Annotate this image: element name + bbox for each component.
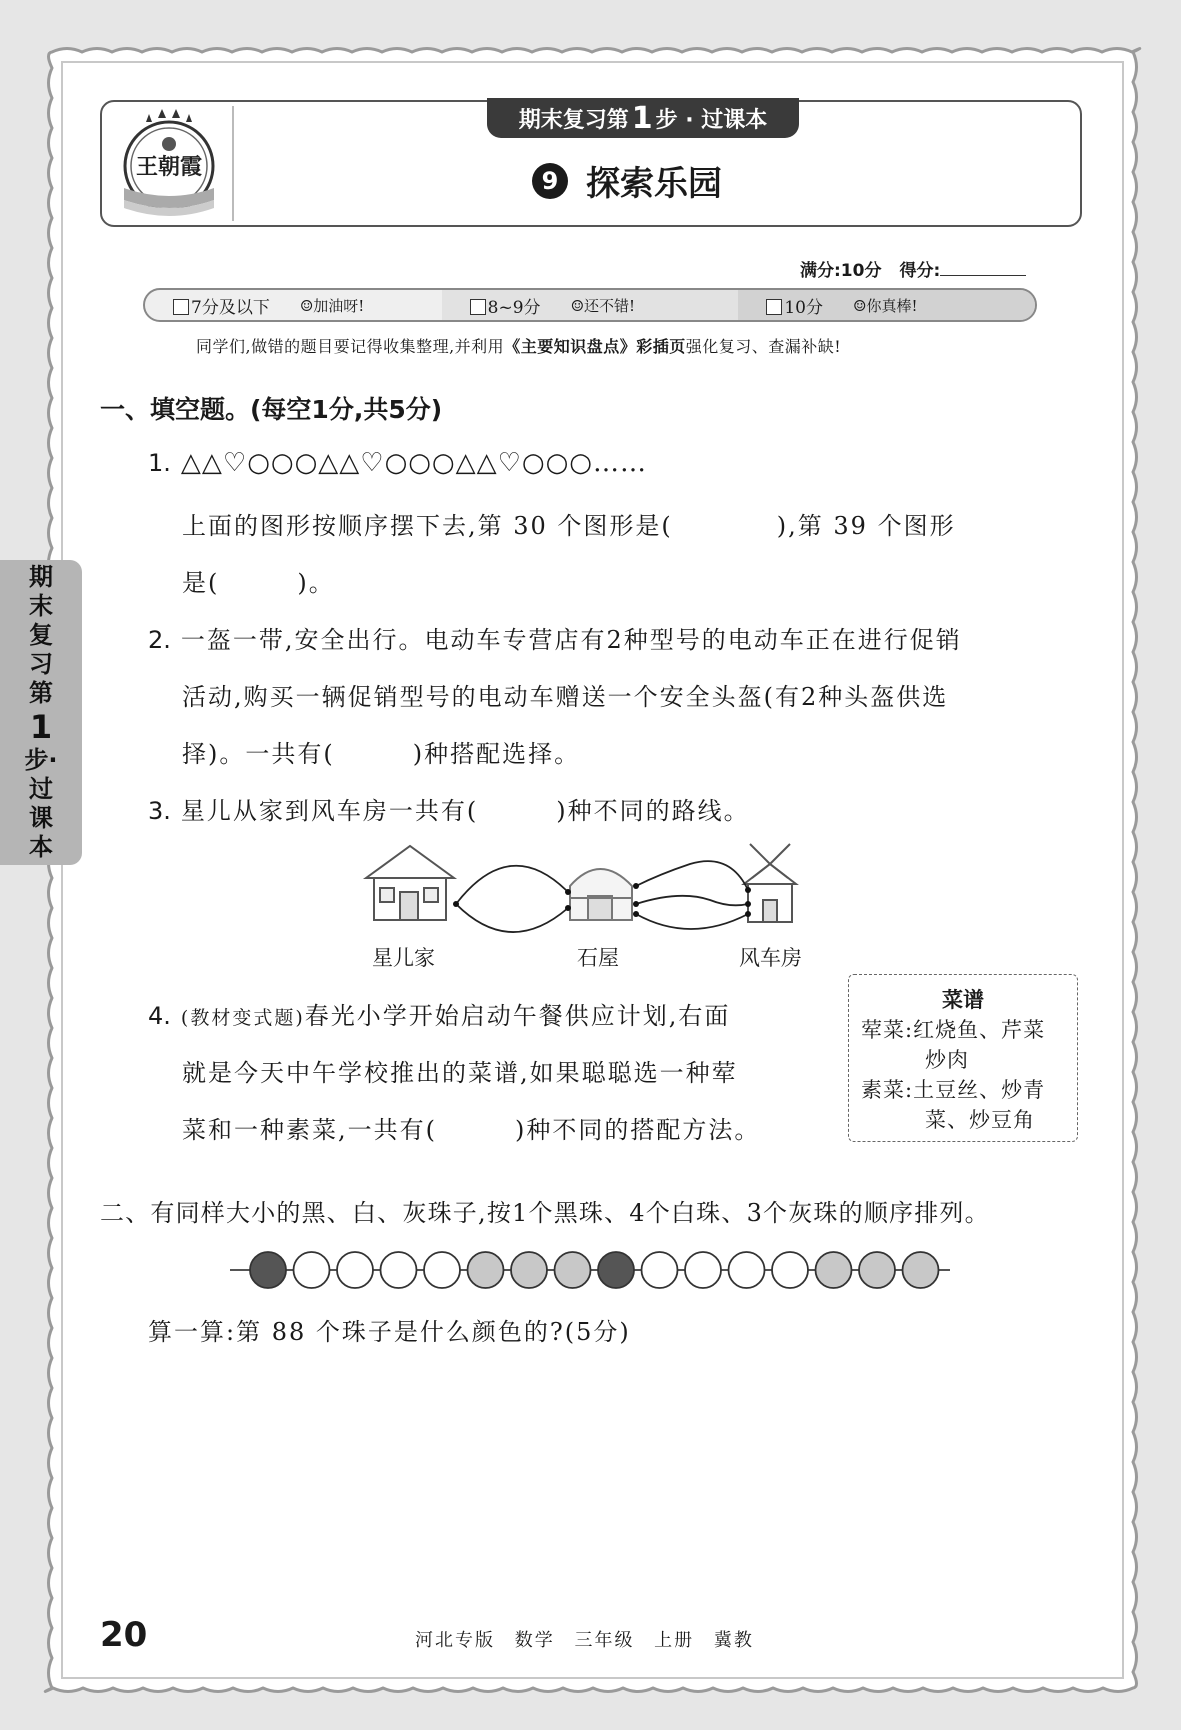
bead-white bbox=[424, 1252, 460, 1288]
bead-white bbox=[685, 1252, 721, 1288]
brand-logo bbox=[116, 108, 222, 220]
rating-high-label: 10分 bbox=[784, 297, 823, 318]
q4-line1: 4. (教材变式题)春光小学开始启动午餐供应计划,右面 bbox=[148, 1002, 731, 1030]
lesson-number-badge: 9 bbox=[532, 163, 568, 199]
score-blank[interactable] bbox=[940, 256, 1026, 276]
bead-white bbox=[729, 1252, 765, 1288]
q1-shapes: 1. △△♡○○○△△♡○○○△△♡○○○…… bbox=[148, 448, 647, 478]
bead-white bbox=[642, 1252, 678, 1288]
rating-low bbox=[145, 290, 442, 320]
rating-mid-checkbox[interactable] bbox=[470, 299, 486, 315]
got-score: 得分: bbox=[899, 256, 1026, 281]
step-number: 1 bbox=[631, 100, 653, 136]
rating-low-face: 加油呀! bbox=[313, 296, 365, 315]
q4-line3: 菜和一种素菜,一共有( )种不同的搭配方法。 bbox=[182, 1116, 761, 1144]
logo-divider bbox=[232, 106, 234, 221]
lesson-header bbox=[100, 100, 1082, 227]
q3-line1: 3. 星儿从家到风车房一共有( )种不同的路线。 bbox=[148, 797, 750, 825]
q1-line2: 是( )。 bbox=[182, 569, 335, 597]
q2-line2: 活动,购买一辆促销型号的电动车赠送一个安全头盔(有2种头盔供选 bbox=[182, 683, 949, 711]
rating-low-checkbox[interactable] bbox=[173, 299, 189, 315]
bead-white bbox=[337, 1252, 373, 1288]
step-prefix: 期末复习第 bbox=[518, 107, 629, 133]
menu-meat: 荤菜:红烧鱼、芹菜 bbox=[861, 1018, 1046, 1042]
windmill-icon bbox=[744, 844, 796, 922]
smile-icon: ☺ bbox=[852, 296, 867, 315]
rating-high bbox=[738, 290, 1035, 320]
bead-gray bbox=[555, 1252, 591, 1288]
rating-mid bbox=[442, 290, 739, 320]
q4-tag: (教材变式题) bbox=[180, 1007, 305, 1029]
bead-gray bbox=[511, 1252, 547, 1288]
rating-high-face: 你真棒! bbox=[866, 296, 918, 315]
rating-high-checkbox[interactable] bbox=[766, 299, 782, 315]
bead-white bbox=[294, 1252, 330, 1288]
q1-line1: 上面的图形按顺序摆下去,第 30 个图形是( ),第 39 个图形 bbox=[182, 512, 956, 540]
section-2-heading: 二、有同样大小的黑、白、灰珠子,按1个黑珠、4个白珠、3个灰珠的顺序排列。 bbox=[100, 1199, 990, 1227]
home-icon bbox=[366, 846, 454, 920]
bead-black bbox=[598, 1252, 634, 1288]
bead-gray bbox=[859, 1252, 895, 1288]
rating-mid-label: 8~9分 bbox=[487, 297, 541, 318]
shape-sequence: △△♡○○○△△♡○○○△△♡○○○…… bbox=[180, 448, 647, 478]
section-2-question: 算一算:第 88 个珠子是什么颜色的?(5分) bbox=[148, 1318, 631, 1346]
bead-black bbox=[250, 1252, 286, 1288]
reminder-book: 《主要知识盘点》彩插页 bbox=[504, 337, 686, 356]
smile-icon: ☺ bbox=[570, 296, 585, 315]
reminder-note: 同学们,做错的题目要记得收集整理,并利用《主要知识盘点》彩插页强化复习、查漏补缺! bbox=[196, 337, 842, 356]
bead-gray bbox=[468, 1252, 504, 1288]
q4-line2: 就是今天中午学校推出的菜谱,如果聪聪选一种荤 bbox=[182, 1059, 738, 1087]
stone-house-icon bbox=[570, 869, 632, 920]
bead-white bbox=[381, 1252, 417, 1288]
bead-row bbox=[230, 1245, 950, 1295]
page-number: 20 bbox=[100, 1615, 148, 1655]
step-tab bbox=[487, 98, 799, 138]
lesson-title-text: 探索乐园 bbox=[586, 164, 722, 204]
rating-low-label: 7分及以下 bbox=[191, 297, 270, 318]
menu-box bbox=[848, 974, 1078, 1142]
rating-bar bbox=[143, 288, 1037, 322]
lesson-title bbox=[532, 156, 722, 205]
step-suffix: 步 · 过课本 bbox=[655, 107, 768, 133]
smile-icon: ☺ bbox=[299, 296, 314, 315]
section-1-heading: 一、填空题。(每空1分,共5分) bbox=[100, 395, 443, 424]
menu-title: 菜谱 bbox=[942, 988, 984, 1012]
bead-white bbox=[772, 1252, 808, 1288]
route-diagram bbox=[360, 838, 820, 958]
q2-line1: 2. 一盔一带,安全出行。电动车专营店有2种型号的电动车正在进行促销 bbox=[148, 626, 962, 654]
label-windmill: 风车房 bbox=[739, 946, 802, 970]
full-score: 满分:10分 bbox=[800, 261, 882, 281]
bead-gray bbox=[903, 1252, 939, 1288]
score-line bbox=[800, 256, 1026, 281]
menu-meat-cont: 炒肉 bbox=[925, 1048, 969, 1072]
q2-line3: 择)。一共有( )种搭配选择。 bbox=[182, 740, 581, 768]
menu-veg-cont: 菜、炒豆角 bbox=[925, 1108, 1035, 1132]
book-info: 河北专版 数学 三年级 上册 冀教 bbox=[415, 1630, 754, 1651]
logo-text: 王朝霞 bbox=[135, 154, 203, 180]
bead-gray bbox=[816, 1252, 852, 1288]
label-home: 星儿家 bbox=[372, 946, 435, 970]
menu-veg: 素菜:土豆丝、炒青 bbox=[861, 1078, 1046, 1102]
side-tab: 期 末 复 习 第 1 步· 过 课 本 bbox=[0, 560, 82, 865]
rating-mid-face: 还不错! bbox=[584, 296, 636, 315]
label-stone-house: 石屋 bbox=[577, 946, 619, 970]
